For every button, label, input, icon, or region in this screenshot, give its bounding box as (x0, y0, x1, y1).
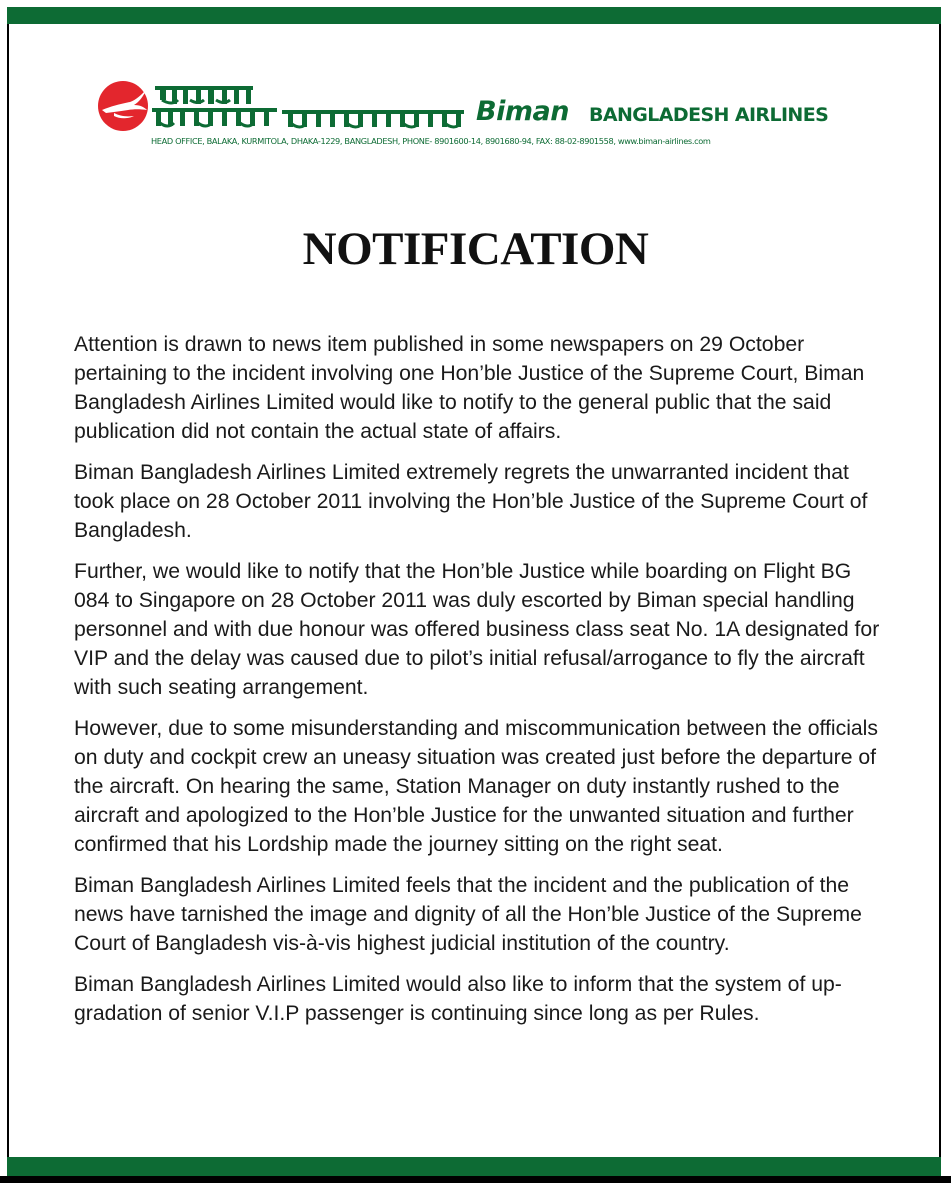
paragraph-4: However, due to some misunderstanding and miscommunication between the officials on duty and cockpit crew an uneasy situation was created just before the departure of the aircraft. On hearing the same, Station Manager on duty instantly rushed to the aircraft and apologized to the Hon’ble Justice for the unwanted situation and further confirmed that his Lordship made the journey sitting on the right seat. (74, 717, 878, 856)
bottom-green-bar (7, 1157, 941, 1176)
bottom-black-edge (0, 1176, 951, 1183)
paragraph-1: Attention is drawn to news item published in some newspapers on 29 October pertaining to the incident involving one Hon’ble Justice of the Supreme Court, Biman Bangladesh Airlines Limited would like to notify to the general public that the said publication did not contain the actual state of affairs. (74, 333, 865, 443)
paragraph-6: Biman Bangladesh Airlines Limited would also like to inform that the system of up-gradation of senior V.I.P passenger is continuing since long as per Rules. (74, 973, 842, 1025)
paragraph-2: Biman Bangladesh Airlines Limited extremely regrets the unwarranted incident that took place on 28 October 2011 involving the Hon’ble Justice of the Supreme Court of Bangladesh. (74, 461, 868, 542)
biman-logo-icon (94, 80, 152, 132)
notification-body (74, 330, 884, 1040)
brand-name: Biman (476, 96, 569, 127)
brand-subtitle: BANGLADESH AIRLINES (589, 104, 829, 126)
bangla-wordmark (152, 83, 467, 133)
head-office-address: HEAD OFFICE, BALAKA, KURMITOLA, DHAKA-1229, BANGLADESH, PHONE- 8901600-14, 8901680-94, FAX: 88-02-8901558, www.biman-airlines.com (151, 136, 711, 146)
paragraph-3: Further, we would like to notify that the Hon’ble Justice while boarding on Flight BG 084 to Singapore on 28 October 2011 was duly escorted by Biman special handling personnel and with due honour was offered business class seat No. 1A designated for VIP and the delay was caused due to pilot’s initial refusal/arrogance to fly the aircraft with such seating arrangement. (74, 560, 880, 699)
page-title: NOTIFICATION (302, 223, 649, 275)
paragraph-5: Biman Bangladesh Airlines Limited feels that the incident and the publication of the news have tarnished the image and dignity of all the Hon’ble Justice of the Supreme Court of Bangladesh vis-à-vis highest judicial institution of the country. (74, 874, 862, 955)
top-green-bar (7, 7, 941, 24)
